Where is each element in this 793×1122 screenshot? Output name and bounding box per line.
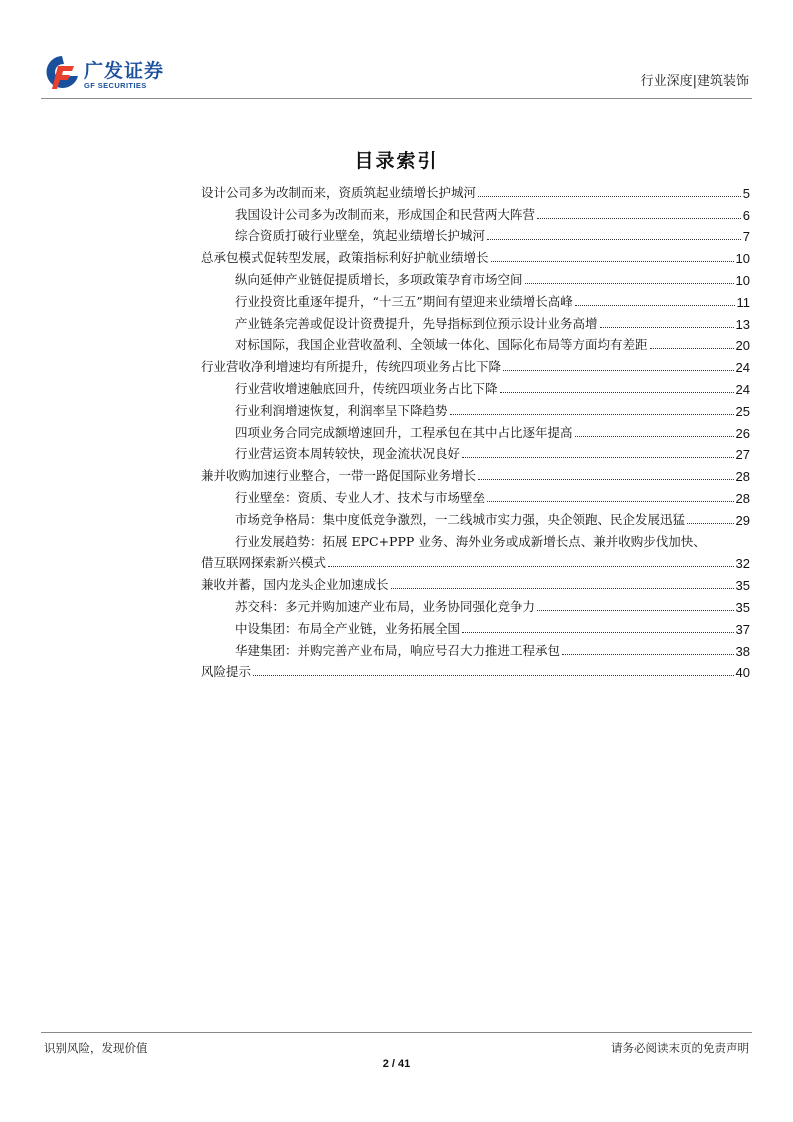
toc-entry-label: 市场竞争格局：集中度低竞争激烈，一二线城市实力强，央企领跑、民企发展迅猛: [235, 511, 686, 527]
toc-entry-label: 行业营运资本周转较快，现金流状况良好: [235, 446, 461, 462]
toc-entry-page: 29: [735, 512, 750, 528]
toc-leader-dots: [391, 588, 734, 589]
company-logo: [44, 54, 184, 94]
toc-entry[interactable]: [201, 571, 750, 593]
toc-entry-label: 设计公司多为改制而来，资质筑起业绩增长护城河: [201, 184, 477, 200]
toc-entry-page: 24: [735, 381, 750, 397]
footer-slogan: 识别风险，发现价值: [44, 1041, 148, 1055]
toc-entry[interactable]: [201, 637, 750, 659]
toc-entry-label: 借互联网探索新兴模式: [201, 555, 327, 571]
toc-entry[interactable]: [201, 550, 750, 572]
toc-entry-page: 5: [742, 185, 750, 201]
toc-leader-dots: [600, 327, 734, 328]
toc-leader-dots: [537, 218, 741, 219]
toc-entry-label: 总承包模式促转型发展，政策指标利好护航业绩增长: [201, 250, 489, 266]
toc-leader-dots: [500, 392, 734, 393]
toc-entry-page: 28: [735, 469, 750, 485]
toc-entry-label: 综合资质打破行业壁垒，筑起业绩增长护城河: [235, 228, 486, 244]
toc-entry[interactable]: [201, 462, 750, 484]
toc-entry-page: 10: [735, 251, 750, 267]
toc-entry-label: 产业链条完善或促设计资费提升，先导指标到位预示设计业务高增: [235, 315, 598, 331]
toc-entry[interactable]: [201, 223, 750, 245]
footer-disclaimer: 请务必阅读末页的免责声明: [611, 1041, 749, 1055]
toc-entry-label: 苏交科：多元并购加速产业布局，业务协同强化竞争力: [235, 598, 536, 614]
toc-entry-label: 兼并收购加速行业整合，一带一路促国际业务增长: [201, 468, 477, 484]
toc-entry[interactable]: [201, 615, 750, 637]
toc-leader-dots: [487, 501, 734, 502]
toc-leader-dots: [462, 457, 734, 458]
toc-entry-label: 四项业务合同完成额增速回升，工程承包在其中占比逐年提高: [235, 424, 573, 440]
toc-entry-page: 26: [735, 425, 750, 441]
toc-leader-dots: [575, 436, 734, 437]
toc-entry[interactable]: [201, 179, 750, 201]
toc-entry[interactable]: [201, 419, 750, 441]
toc-entry-page: 32: [735, 556, 750, 572]
toc-entry[interactable]: [201, 201, 750, 223]
toc-entry-page: 10: [735, 272, 750, 288]
toc-entry[interactable]: [201, 593, 750, 615]
toc-entry-page: 35: [735, 599, 750, 615]
toc-entry[interactable]: [201, 397, 750, 419]
toc-entry-label: 纵向延伸产业链促提质增长，多项政策孕育市场空间: [235, 271, 523, 287]
toc-leader-dots: [328, 566, 734, 567]
toc-leader-dots: [491, 261, 734, 262]
toc-entry-label: 行业营收增速触底回升，传统四项业务占比下降: [235, 380, 498, 396]
gf-logo-icon: [44, 54, 80, 92]
toc-entry-label: 对标国际，我国企业营收盈利、全领域一体化、国际化布局等方面均有差距: [235, 337, 648, 353]
toc-entry[interactable]: [201, 659, 750, 681]
toc-leader-dots: [562, 654, 734, 655]
toc-leader-dots: [650, 348, 734, 349]
footer-divider: [41, 1032, 752, 1033]
toc-title: 目录索引: [354, 150, 439, 172]
toc-entry-page: 27: [735, 447, 750, 463]
toc-entry-label: 我国设计公司多为改制而来，形成国企和民营两大阵营: [235, 206, 536, 222]
toc-entry-label: 中设集团：布局全产业链，业务拓展全国: [235, 620, 461, 636]
toc-entry-label: 华建集团：并购完善产业布局，响应号召大力推进工程承包: [235, 642, 561, 658]
toc-entry-page: 28: [735, 490, 750, 506]
toc-leader-dots: [487, 239, 741, 240]
toc-entry-page: 13: [735, 316, 750, 332]
toc-entry-label: 行业投资比重逐年提升，“十三五”期间有望迎来业绩增长高峰: [235, 293, 573, 309]
toc-entry-page: 24: [735, 360, 750, 376]
toc-list: [201, 179, 750, 680]
toc-leader-dots: [478, 479, 734, 480]
toc-leader-dots: [575, 305, 735, 306]
toc-entry[interactable]: [201, 244, 750, 266]
toc-entry-page: 38: [735, 643, 750, 659]
toc-entry[interactable]: [201, 266, 750, 288]
toc-leader-dots: [253, 675, 734, 676]
toc-entry[interactable]: [201, 484, 750, 506]
brand-name-cn: 广发证券: [84, 60, 165, 82]
toc-entry[interactable]: [201, 353, 750, 375]
toc-entry[interactable]: [201, 375, 750, 397]
toc-leader-dots: [525, 283, 734, 284]
toc-entry-label: 风险提示: [201, 664, 252, 680]
toc-leader-dots: [462, 632, 734, 633]
toc-entry-label: 行业利润增速恢复，利润率呈下降趋势: [235, 402, 448, 418]
toc-entry-page: 7: [742, 229, 750, 245]
toc-entry-page: 37: [735, 621, 750, 637]
brand-name-en: GF SECURITIES: [84, 81, 147, 90]
page-indicator: 2 / 41: [382, 1058, 411, 1070]
report-type: 行业深度|建筑装饰: [640, 74, 749, 89]
toc-entry-page: 35: [735, 578, 750, 594]
toc-entry-label: 兼收并蓄，国内龙头企业加速成长: [201, 577, 389, 593]
toc-leader-dots: [537, 610, 734, 611]
toc-entry-page: 40: [735, 665, 750, 681]
toc-entry-label: 行业壁垒：资质、专业人才、技术与市场壁垒: [235, 489, 486, 505]
toc-entry-label: 行业营收净利增速均有所提升，传统四项业务占比下降: [201, 359, 502, 375]
toc-leader-dots: [450, 414, 734, 415]
toc-entry-page: 6: [742, 207, 750, 223]
toc-entry-page: 25: [735, 403, 750, 419]
toc-leader-dots: [687, 523, 734, 524]
toc-entry[interactable]: [201, 310, 750, 332]
toc-entry[interactable]: [201, 528, 750, 550]
toc-entry[interactable]: [201, 506, 750, 528]
toc-entry[interactable]: [201, 288, 750, 310]
toc-entry[interactable]: [201, 441, 750, 463]
header-divider: [41, 98, 752, 99]
toc-leader-dots: [478, 196, 741, 197]
toc-entry-page: 20: [735, 338, 750, 354]
toc-entry-label: 行业发展趋势：拓展 EPC+PPP 业务、海外业务或成新增长点、兼并收购步伐加快、: [235, 533, 706, 549]
toc-leader-dots: [503, 370, 734, 371]
toc-entry[interactable]: [201, 332, 750, 354]
toc-entry-page: 11: [736, 294, 750, 310]
